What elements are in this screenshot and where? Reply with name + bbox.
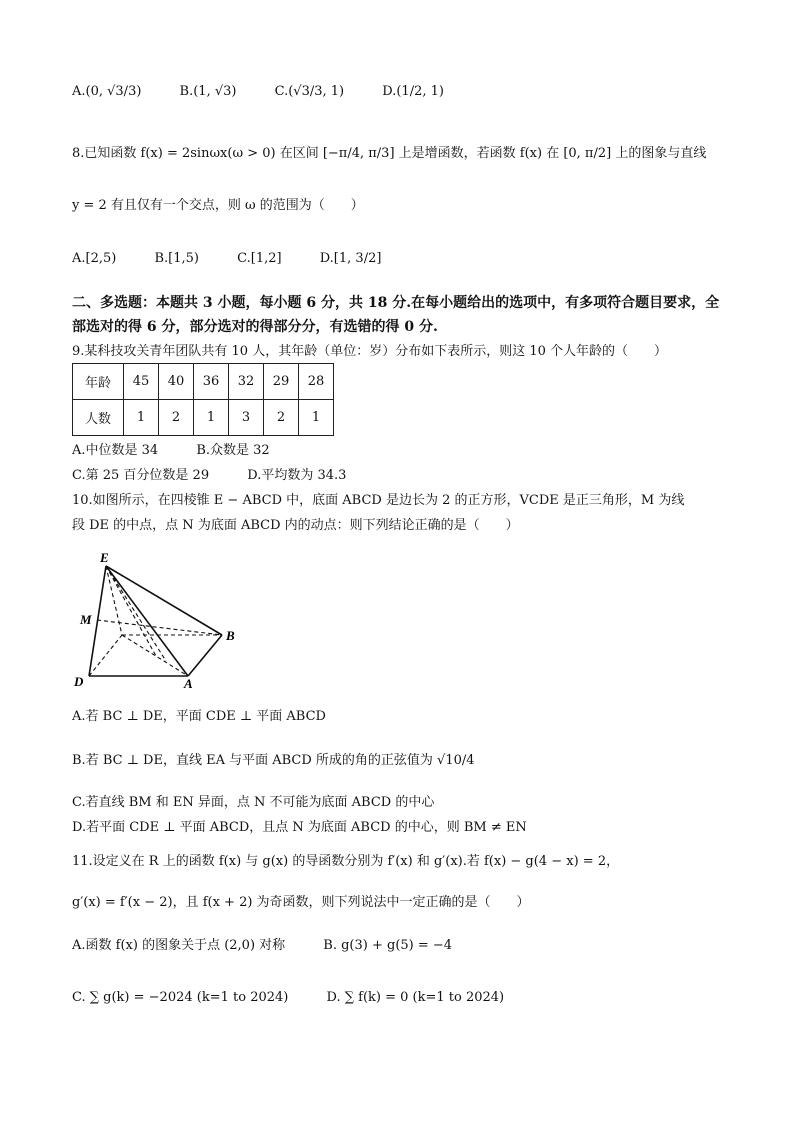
q11-option-a: A.函数 f(x) 的图象关于点 (2,0) 对称 — [72, 938, 286, 953]
q8-option-d: D.[1, 3/2] — [319, 251, 382, 266]
q11-options-row2 — [72, 988, 508, 1008]
q10-option-b: B.若 BC ⊥ DE，直线 EA 与平面 ABCD 所成的角的正弦值为 √10/4 — [72, 753, 475, 768]
q10-option-a: A.若 BC ⊥ DE，平面 CDE ⊥ 平面 ABCD — [72, 709, 326, 724]
q9-stem: 9.某科技攻关青年团队共有 10 人，其年龄（单位：岁）分布如下表所示，则这 10 个人年龄的（ ） — [72, 344, 668, 359]
q8-option-a: A.[2,5) — [72, 251, 117, 266]
q11-option-b: B. g(3) + g(5) = −4 — [323, 938, 453, 953]
section2-heading: 二、多选题：本题共 3 小题，每小题 6 分，共 18 分.在每小题给出的选项中，有多项符合题目要求，全部选对的得 6 分，部分选对的得部分分，有选错的得 0 分. — [72, 295, 720, 335]
label-d: D — [74, 674, 84, 689]
q8-stem-line1: 8.已知函数 f(x) = 2sinωx(ω > 0) 在区间 [−π/4, π/3] 上是增函数，若函数 f(x) 在 [0, π/2] 上的图象与直线 — [72, 146, 707, 161]
pyramid-figure — [70, 548, 250, 690]
table-cell: 1 — [194, 400, 229, 436]
table-row — [73, 400, 334, 436]
label-e: E — [100, 550, 109, 565]
q7-options — [72, 82, 448, 102]
q7-option-a: A.(0, √3/3) — [72, 84, 142, 99]
q10-option-d: D.若平面 CDE ⊥ 平面 ABCD，且点 N 为底面 ABCD 的中心，则 BM ≠ EN — [72, 820, 527, 835]
label-m: M — [80, 612, 92, 627]
q10-option-c: C.若直线 BM 和 EN 异面，点 N 不可能为底面 ABCD 的中心 — [72, 795, 435, 810]
label-a: A — [184, 676, 193, 690]
q7-option-d: D.(1/2, 1) — [382, 84, 444, 99]
q7-option-c: C.(√3/3, 1) — [274, 84, 345, 99]
q9-options-row1 — [72, 441, 274, 461]
table-cell: 2 — [264, 400, 299, 436]
q10-stem-line1: 10.如图所示，在四棱锥 E − ABCD 中，底面 ABCD 是边长为 2 的正方形，VCDE 是正三角形，M 为线 — [72, 493, 685, 508]
q8-options — [72, 249, 385, 269]
q8-option-c: C.[1,2] — [237, 251, 282, 266]
segment-eo — [106, 566, 166, 661]
q8-stem-line2: y = 2 有且仅有一个交点，则 ω 的范围为（ ） — [72, 198, 364, 213]
q11-option-c: C. ∑ g(k) = −2024 (k=1 to 2024) — [72, 990, 289, 1005]
table-cell: 1 — [124, 400, 159, 436]
edge-eb — [106, 566, 222, 635]
table-cell: 2 — [159, 400, 194, 436]
q7-option-b: B.(1, √3) — [179, 84, 237, 99]
table-cell: 32 — [229, 364, 264, 400]
q9-option-b: B.众数是 32 — [196, 443, 270, 458]
table-cell: 1 — [299, 400, 334, 436]
table-cell: 年龄 — [73, 364, 124, 400]
q11-stem-line1: 11.设定义在 R 上的函数 f(x) 与 g(x) 的导函数分别为 f′(x) 和 g′(x).若 f(x) − g(4 − x) = 2， — [72, 854, 620, 869]
table-cell: 29 — [264, 364, 299, 400]
table-cell: 人数 — [73, 400, 124, 436]
table-cell: 40 — [159, 364, 194, 400]
q9-option-a: A.中位数是 34 — [72, 443, 159, 458]
q9-options-row2 — [72, 466, 350, 486]
table-cell: 3 — [229, 400, 264, 436]
q11-option-d: D. ∑ f(k) = 0 (k=1 to 2024) — [326, 990, 505, 1005]
q9-age-table — [72, 363, 334, 436]
q9-option-d: D.平均数为 34.3 — [247, 468, 347, 483]
segment-mb — [97, 620, 222, 635]
q9-option-c: C.第 25 百分位数是 29 — [72, 468, 210, 483]
diagonal-ca — [122, 635, 188, 676]
table-cell: 45 — [124, 364, 159, 400]
label-b: B — [226, 628, 235, 643]
q11-options-row1 — [72, 936, 456, 956]
q8-option-b: B.[1,5) — [154, 251, 199, 266]
q10-stem-line2: 段 DE 的中点，点 N 为底面 ABCD 内的动点：则下列结论正确的是（ ） — [72, 518, 519, 533]
table-row — [73, 364, 334, 400]
segment-en — [106, 566, 156, 656]
table-cell: 36 — [194, 364, 229, 400]
q11-stem-line2: g′(x) = f′(x − 2)，且 f(x + 2) 为奇函数，则下列说法中一定正确的是（ ） — [72, 895, 530, 910]
table-cell: 28 — [299, 364, 334, 400]
edge-ab — [188, 635, 222, 676]
